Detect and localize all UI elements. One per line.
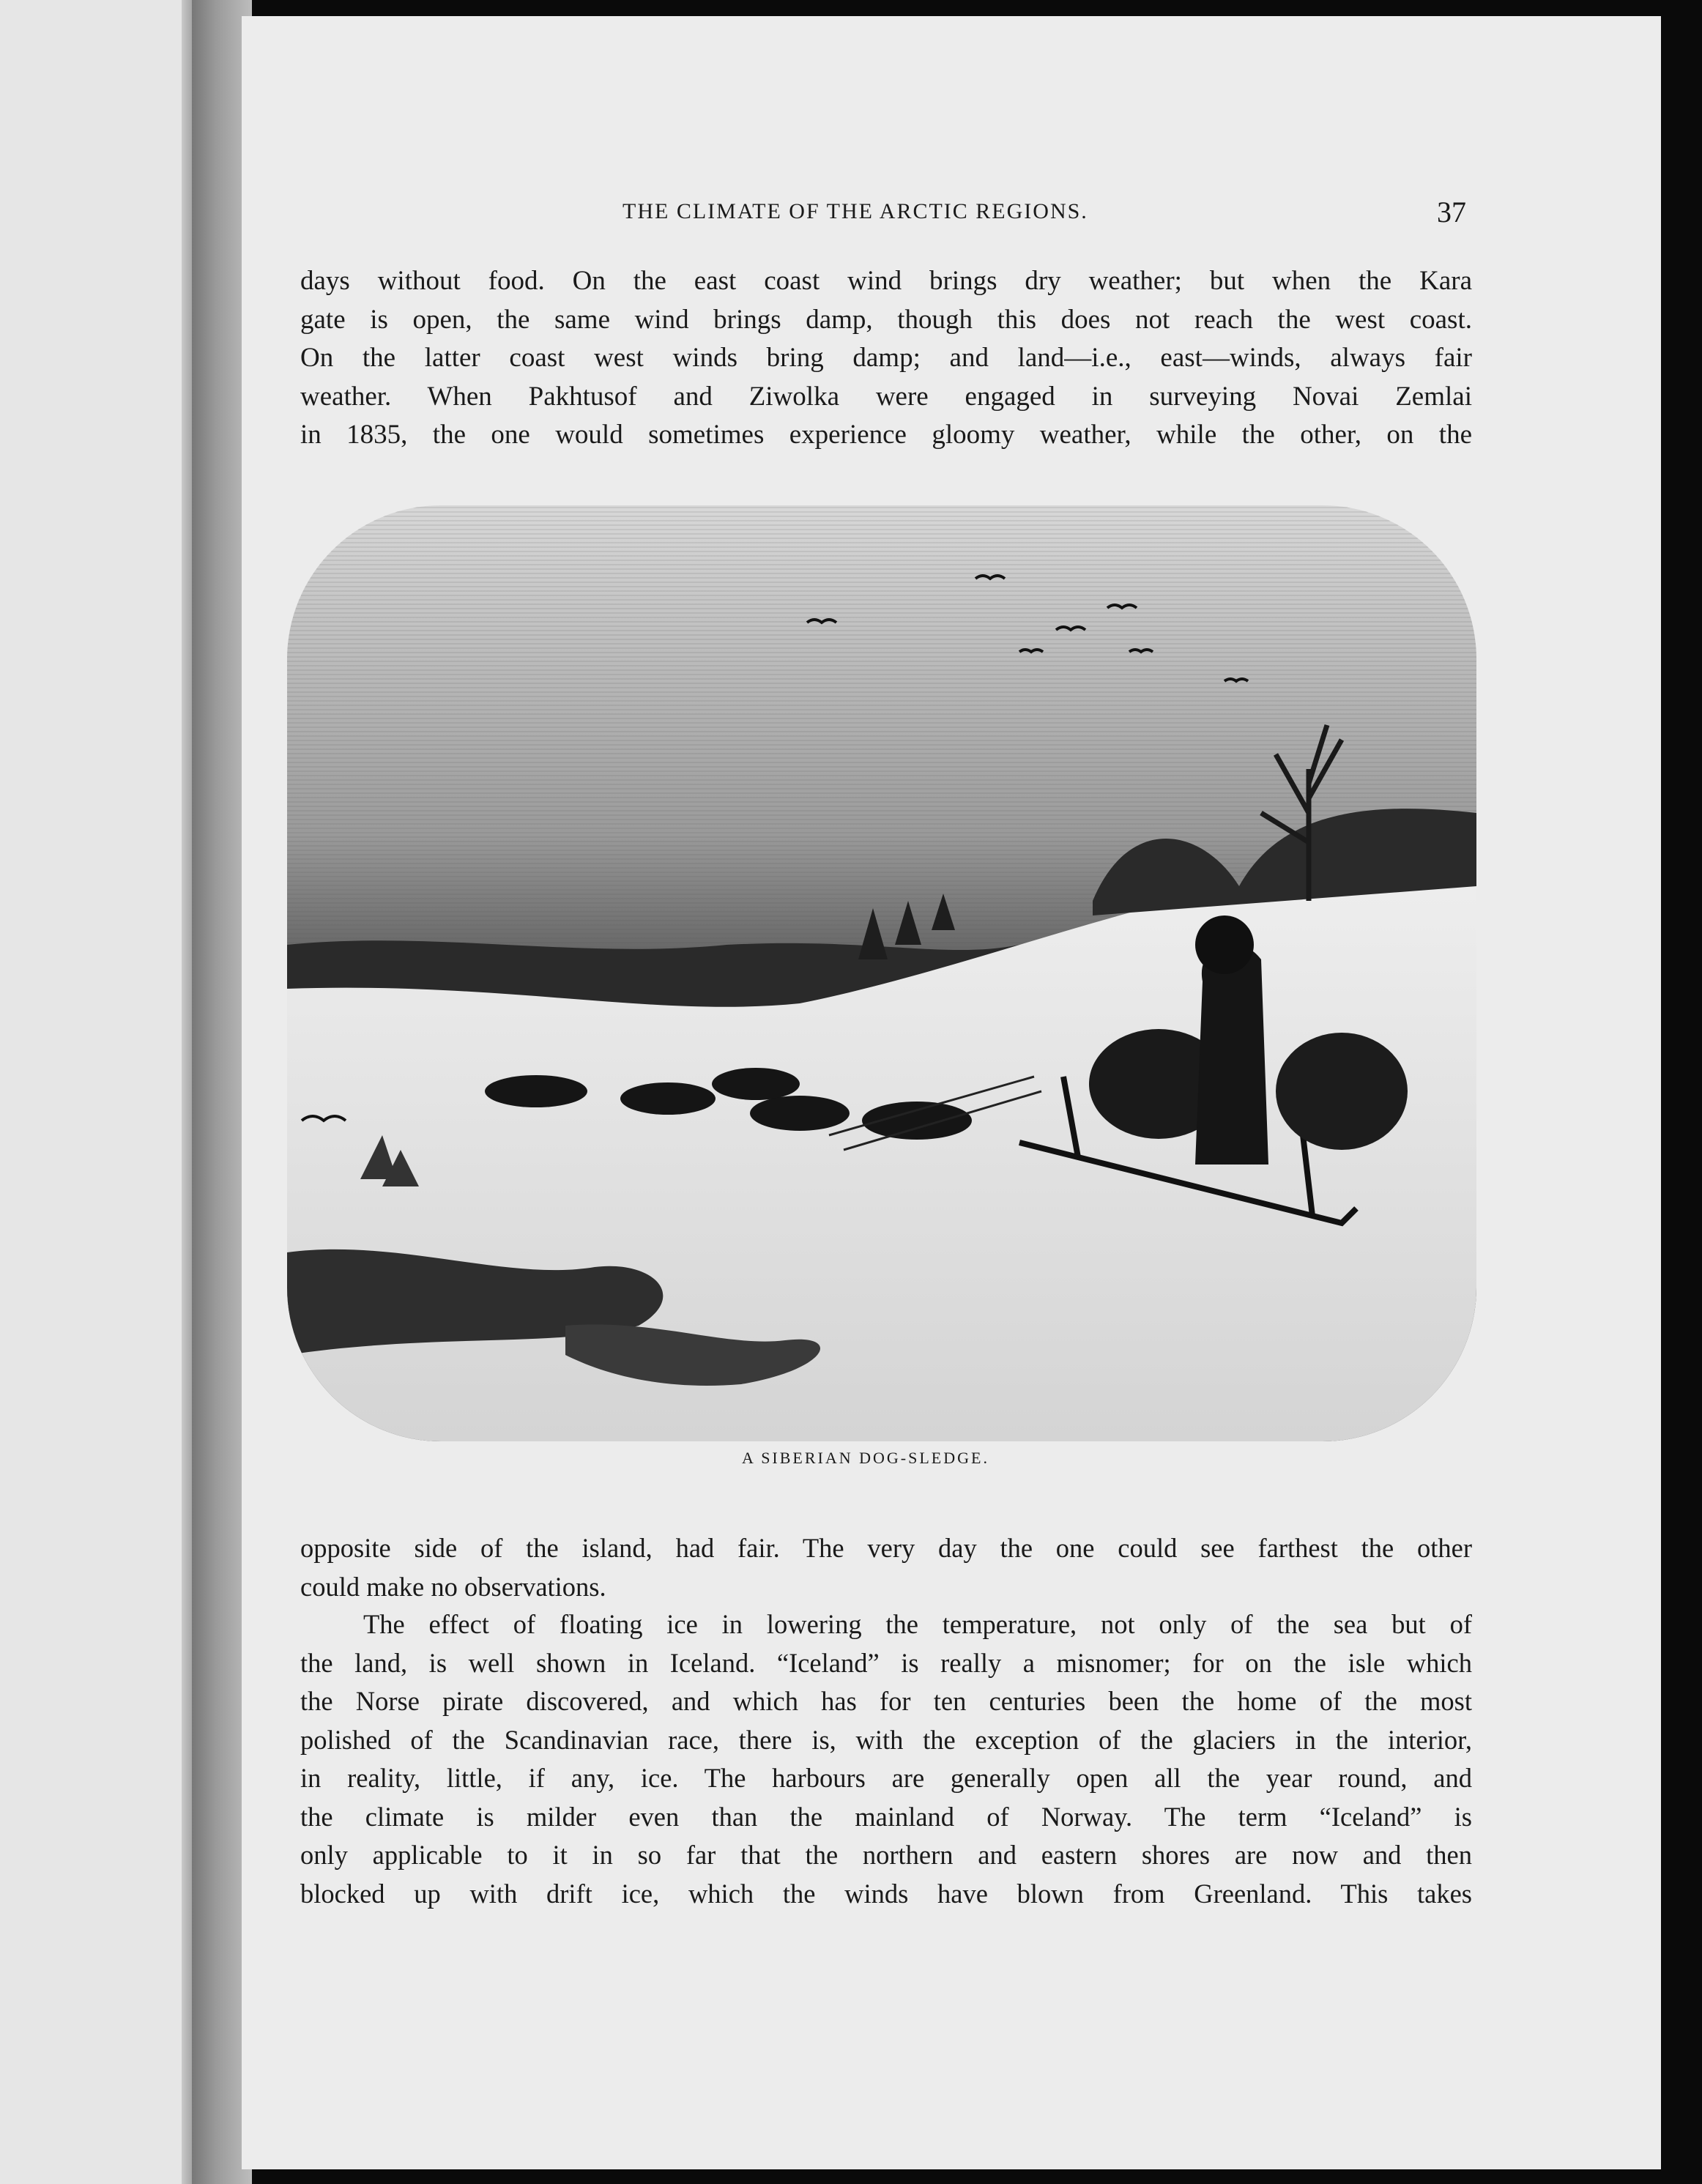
text-line: in 1835, the one would sometimes experience gloomy weather, while the other, on the [300,420,1472,450]
text-line: days without food. On the east coast wind brings dry weather; but when the Kara [300,266,1472,296]
text-line: blocked up with drift ice, which the winds have blown from Greenland. This takes [300,1878,1472,1909]
text-line: polished of the Scandinavian race, there is, with the exception of the glaciers in the interior, [300,1724,1472,1755]
paragraph-middle [300,1529,1472,1606]
text-line: the Norse pirate discovered, and which has for ten centuries been the home of the most [300,1686,1472,1716]
dog-sledge-illustration [287,505,1476,1441]
text-line: the land, is well shown in Iceland. “Iceland” is really a misnomer; for on the isle which [300,1647,1472,1678]
page-number: 37 [1437,196,1466,229]
paragraph-bottom [300,1605,1472,1913]
paragraph-top [300,262,1472,455]
figure-caption: A SIBERIAN DOG-SLEDGE. [742,1449,989,1467]
text-line: the climate is milder even than the mainland of Norway. The term “Iceland” is [300,1801,1472,1832]
text-line: in reality, little, if any, ice. The harbours are generally open all the year round, and [300,1763,1472,1793]
text-line: only applicable to it in so far that the northern and eastern shores are now and then [300,1840,1472,1870]
text-line: On the latter coast west winds bring damp; and land—i.e., east—winds, always fair [300,343,1472,373]
previous-page [0,0,192,2184]
text-line: The effect of floating ice in lowering the temperature, not only of the sea but of [363,1609,1472,1639]
running-title: THE CLIMATE OF THE ARCTIC REGIONS. [623,199,1088,223]
text-line: gate is open, the same wind brings damp, though this does not reach the west coast. [300,304,1472,335]
text-line: could make no observations. [300,1571,606,1602]
text-line: opposite side of the island, had fair. The very day the one could see farthest the other [300,1533,1472,1563]
text-line: weather. When Pakhtusof and Ziwolka were engaged in surveying Novai Zemlai [300,381,1472,412]
